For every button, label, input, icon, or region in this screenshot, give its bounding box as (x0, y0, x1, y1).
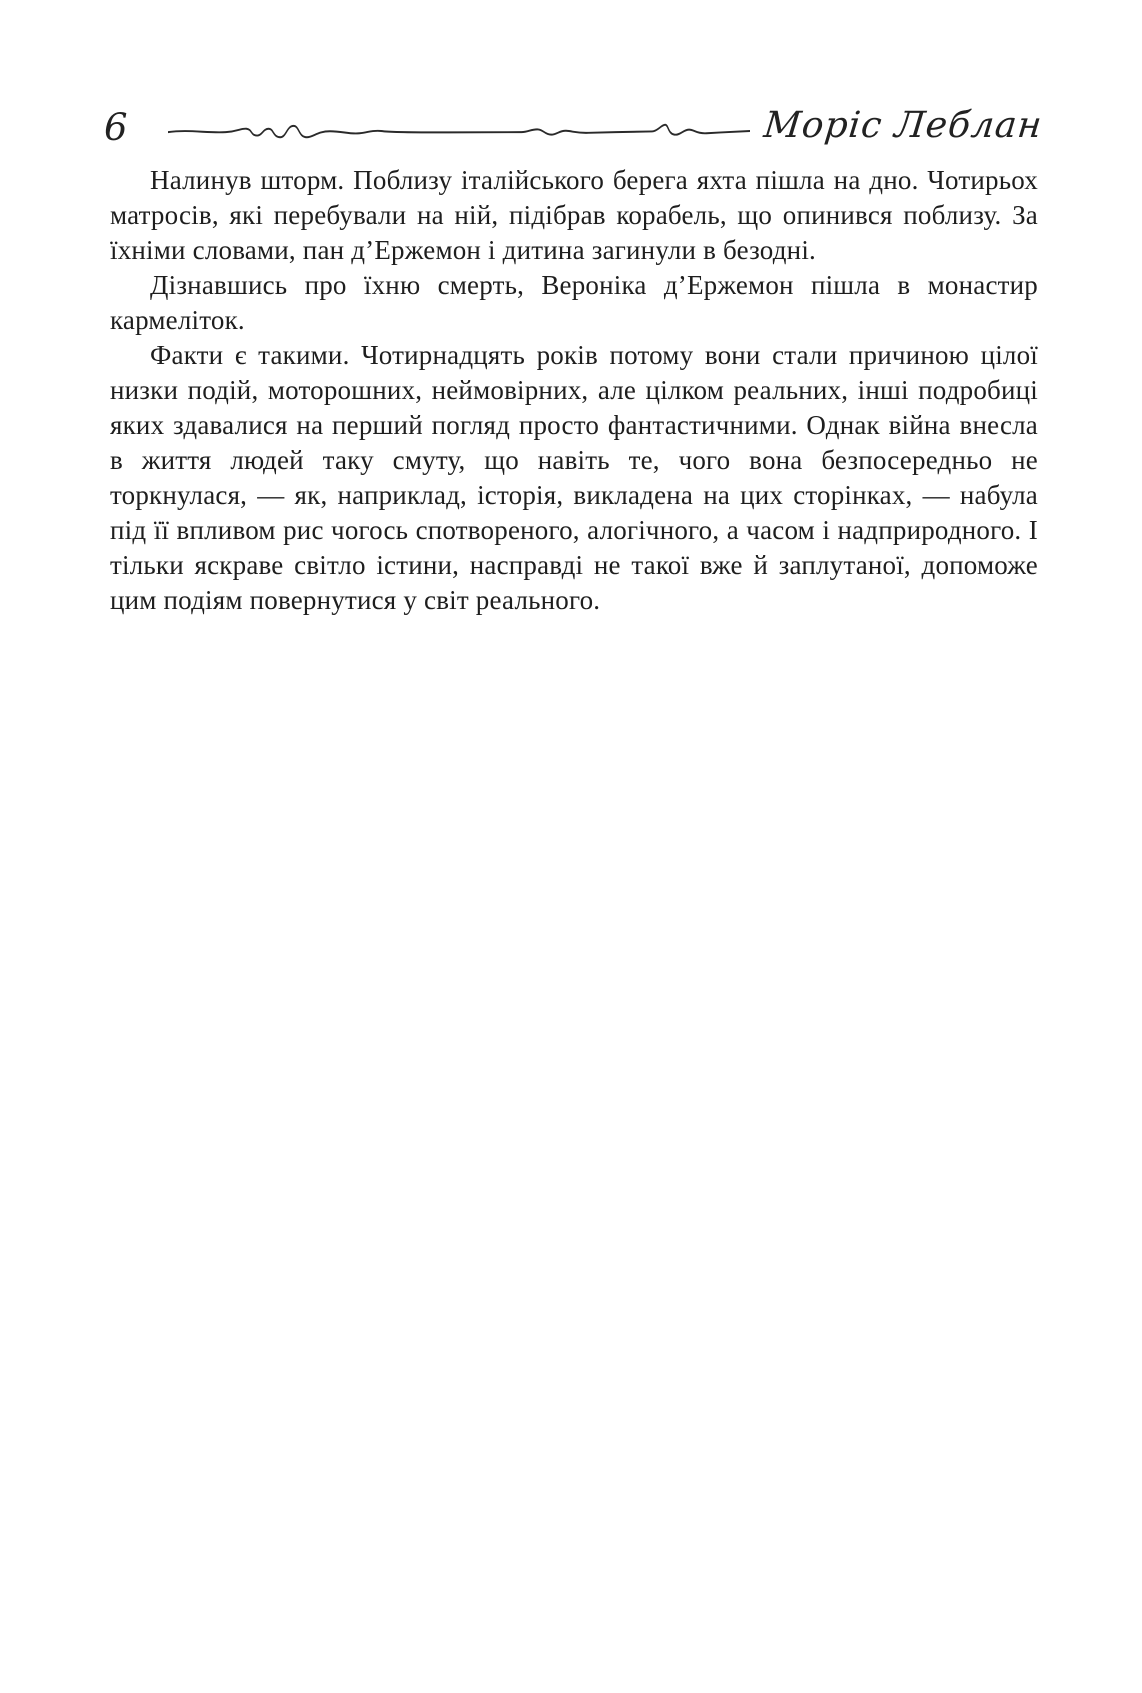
paragraph: Налинув шторм. Поблизу італійського берега яхта пішла на дно. Чотирьох матросів, які перебували на ній, підібрав корабель, що опинився поблизу. За їхніми словами, пан д’Ержемон і дитина загинули в безодні. (110, 165, 1038, 265)
page-header (104, 92, 1045, 149)
page-number: 6 (104, 106, 128, 149)
page-body (110, 163, 1038, 618)
paragraph: Дізнавшись про їхню смерть, Вероніка д’Ержемон пішла в монастир кармеліток. (110, 270, 1038, 335)
running-head-author: Моріс Леблан (761, 105, 1045, 147)
flourish-divider-line (168, 114, 750, 148)
paragraph: Факти є такими. Чотирнадцять років потому вони стали причиною цілої низки подій, моторошних, неймовірних, але цілком реальних, інші подробиці яких здавалися на перший погляд просто фантастичними. Однак війна внесла в життя людей таку смуту, що навіть те, чого вона безпосередньо не торкнулася, — як, наприклад, історія, викладена на цих сторінках, — набула під її впливом рис чогось спотвореного, алогічного, а часом і надприродного. І тільки яскраве світло істини, насправді не такої вже й заплутаної, допоможе цим подіям повернутися у світ реального. (110, 340, 1038, 615)
